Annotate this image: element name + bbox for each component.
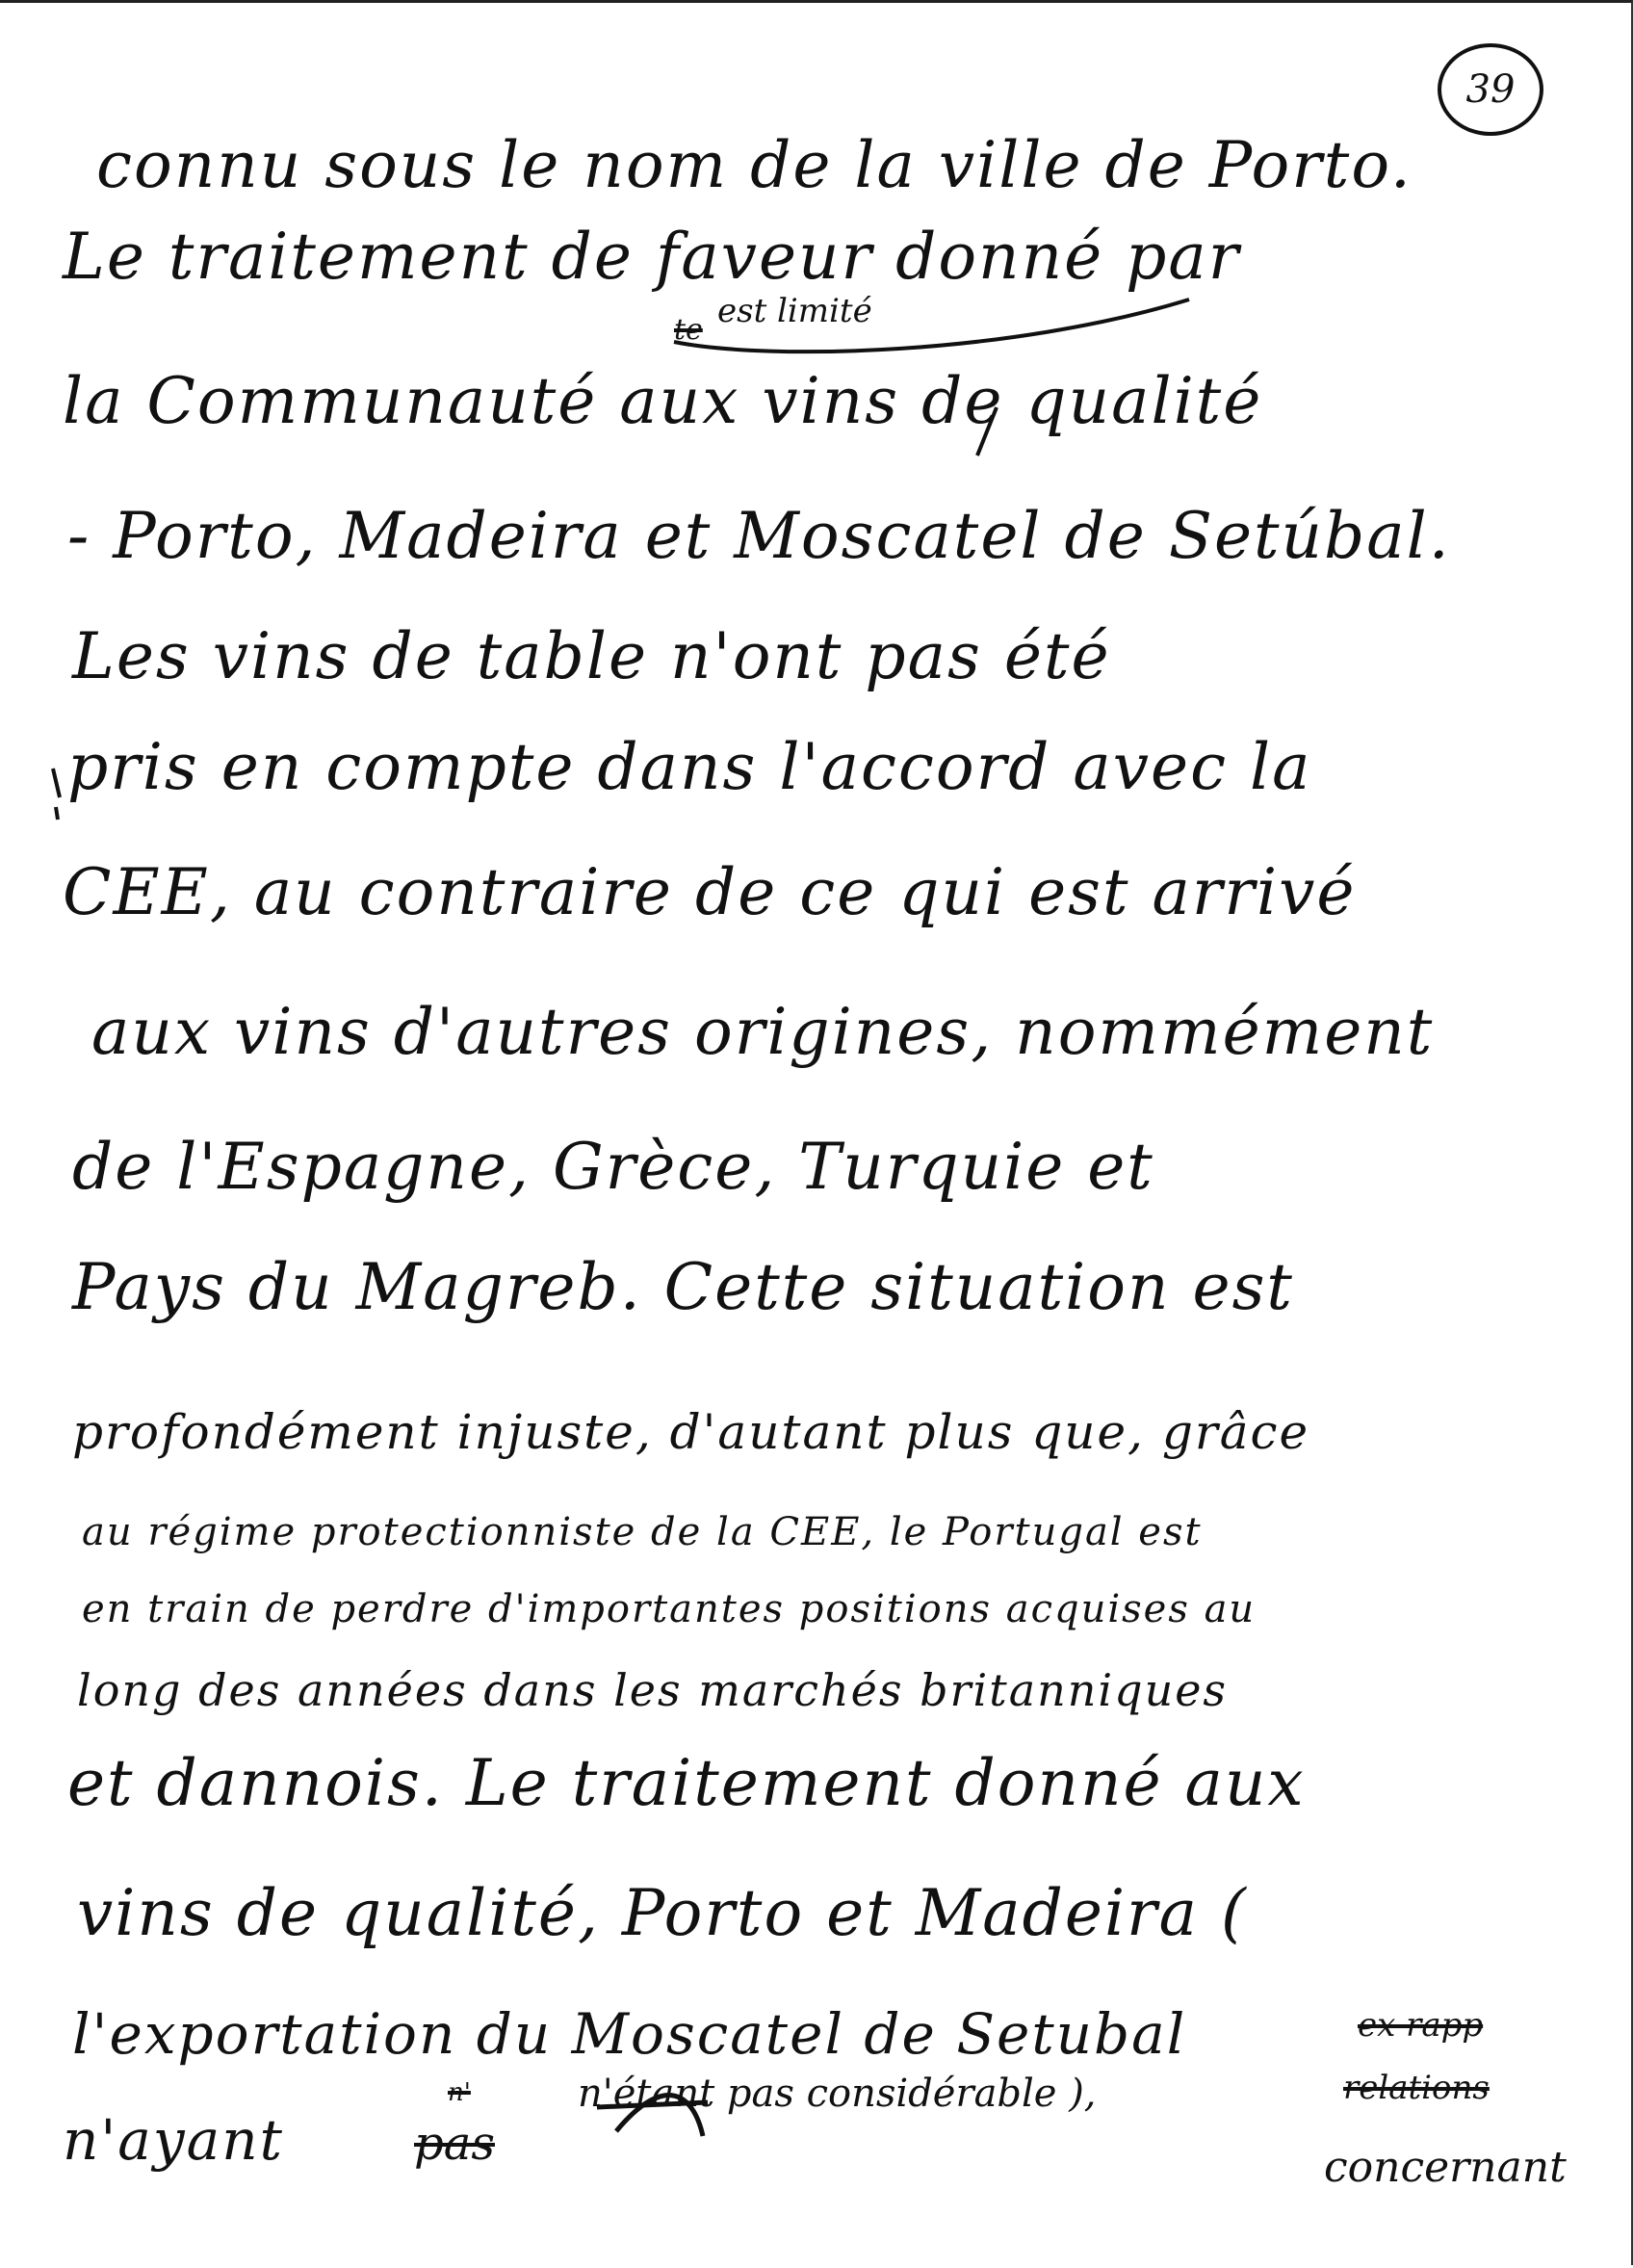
text-line: l'exportation du Moscatel de Setubal [72, 2001, 1187, 2067]
struck-word: ex rapp [1358, 2006, 1484, 2045]
text-line: la Communauté aux vins de qualité [63, 364, 1263, 438]
text-line: vins de qualité, Porto et Madeira ( [77, 1876, 1248, 1950]
text-line: Pays du Magreb. Cette situation est [72, 1250, 1294, 1324]
text-line: - Porto, Madeira et Moscatel de Setúbal. [67, 499, 1451, 573]
struck-word: pas [414, 2117, 495, 2171]
margin-insertion: concernant [1324, 2143, 1567, 2192]
text-line: en train de perdre d'importantes positions acquises au [82, 1587, 1257, 1631]
insertion-line: n'étant pas considérable ), [578, 2072, 1097, 2116]
page-number: 39 [1438, 43, 1543, 136]
text-line: Les vins de table n'ont pas été [72, 619, 1111, 693]
text-line: et dannois. Le traitement donné aux [67, 1746, 1306, 1820]
text-line: connu sous le nom de la ville de Porto. [96, 128, 1413, 202]
struck-word: te [674, 313, 703, 347]
insertion-est-limite: est limité [717, 292, 872, 330]
struck-insertion: n' [448, 2078, 471, 2107]
text-line: long des années dans les marchés britanniques [77, 1664, 1229, 1716]
text-line: CEE, au contraire de ce qui est arrivé [63, 855, 1357, 929]
text-line: de l'Espagne, Grèce, Turquie et [72, 1130, 1154, 1204]
text-line: au régime protectionniste de la CEE, le Portugal est [82, 1510, 1203, 1554]
text-line: profondément injuste, d'autant plus que, grâce [72, 1404, 1310, 1460]
text-line: n'ayant [63, 2107, 284, 2173]
text-line: aux vins d'autres origines, nommément [91, 995, 1435, 1069]
margin-mark [53, 769, 60, 820]
text-line: pris en compte dans l'accord avec la [67, 730, 1312, 804]
text-line: Le traitement de faveur donné par [63, 220, 1241, 294]
struck-word: relations [1343, 2069, 1490, 2107]
